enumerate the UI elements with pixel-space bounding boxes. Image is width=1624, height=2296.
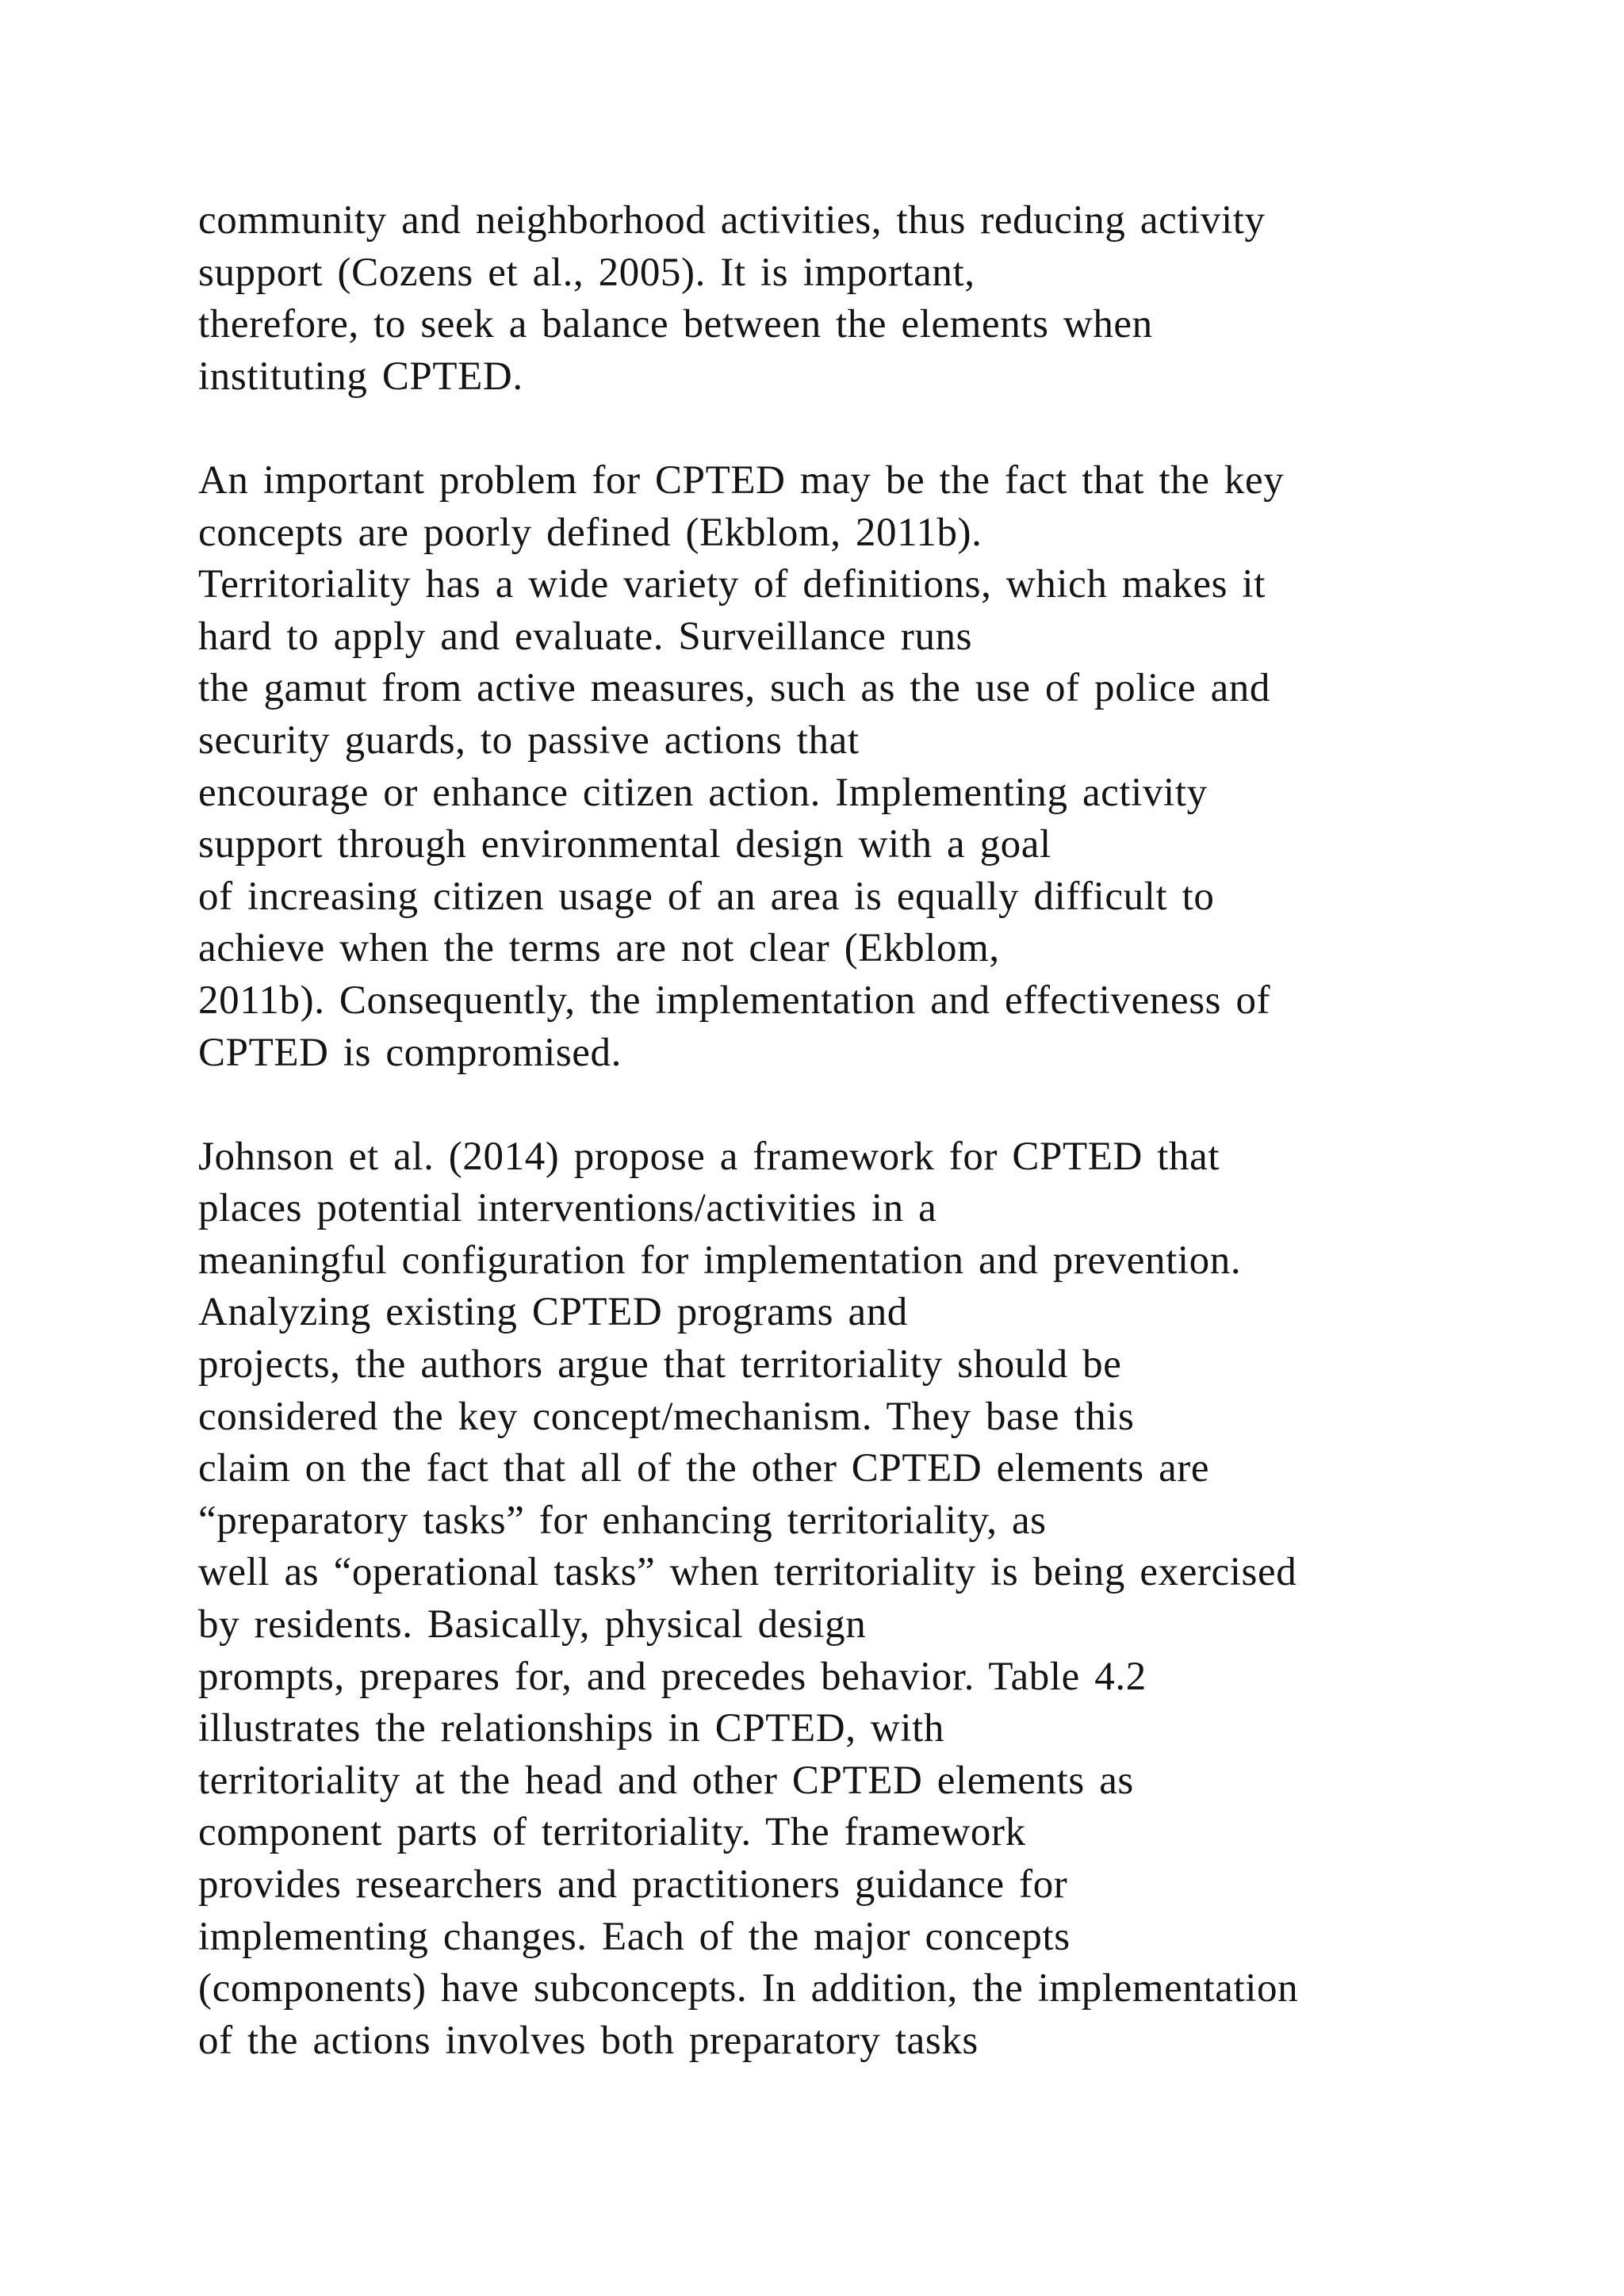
text-line: Territoriality has a wide variety of definitions, which makes it [198, 562, 1266, 607]
text-line: prompts, prepares for, and precedes behavior. Table 4.2 [198, 1654, 1147, 1699]
text-line: territoriality at the head and other CPTED elements as [198, 1758, 1134, 1803]
text-line: instituting CPTED. [198, 354, 523, 399]
text-line: illustrates the relationships in CPTED, with [198, 1706, 944, 1751]
text-line: encourage or enhance citizen action. Implementing activity [198, 770, 1208, 815]
text-line: considered the key concept/mechanism. They base this [198, 1394, 1135, 1439]
text-line: hard to apply and evaluate. Surveillance runs [198, 614, 973, 659]
text-line: 2011b). Consequently, the implementation and effectiveness of [198, 978, 1271, 1023]
text-line: the gamut from active measures, such as the use of police and [198, 666, 1271, 711]
text-line: support through environmental design with a goal [198, 822, 1051, 867]
document-body [198, 195, 1562, 2067]
text-line: of increasing citizen usage of an area is equally difficult to [198, 874, 1215, 919]
text-line: Johnson et al. (2014) propose a framework for CPTED that [198, 1134, 1220, 1179]
text-line: CPTED is compromised. [198, 1030, 622, 1075]
text-line: community and neighborhood activities, thus reducing activity [198, 198, 1266, 243]
text-line: places potential interventions/activities in a [198, 1186, 937, 1231]
text-line: security guards, to passive actions that [198, 718, 860, 763]
text-line: An important problem for CPTED may be the fact that the key [198, 457, 1285, 503]
text-line: claim on the fact that all of the other CPTED elements are [198, 1446, 1210, 1491]
text-line: Analyzing existing CPTED programs and [198, 1290, 908, 1335]
text-line: component parts of territoriality. The framework [198, 1810, 1026, 1855]
paragraph-3 [198, 1131, 1562, 2068]
text-line: projects, the authors argue that territoriality should be [198, 1342, 1122, 1387]
text-line: meaningful configuration for implementation and prevention. [198, 1238, 1242, 1283]
text-line: of the actions involves both preparatory tasks [198, 2018, 979, 2063]
text-line: by residents. Basically, physical design [198, 1602, 867, 1647]
text-line: “preparatory tasks” for enhancing territoriality, as [198, 1498, 1047, 1543]
text-line: achieve when the terms are not clear (Ekblom, [198, 926, 1000, 971]
text-line: provides researchers and practitioners guidance for [198, 1862, 1068, 1907]
text-line: concepts are poorly defined (Ekblom, 2011b). [198, 510, 982, 555]
text-line: implementing changes. Each of the major concepts [198, 1914, 1071, 1959]
paragraph-1 [198, 195, 1562, 403]
text-line: therefore, to seek a balance between the elements when [198, 302, 1153, 347]
text-line: well as “operational tasks” when territoriality is being exercised [198, 1550, 1297, 1595]
text-line: (components) have subconcepts. In addition, the implementation [198, 1966, 1299, 2011]
text-line: support (Cozens et al., 2005). It is important, [198, 250, 975, 295]
paragraph-2 [198, 455, 1562, 1079]
